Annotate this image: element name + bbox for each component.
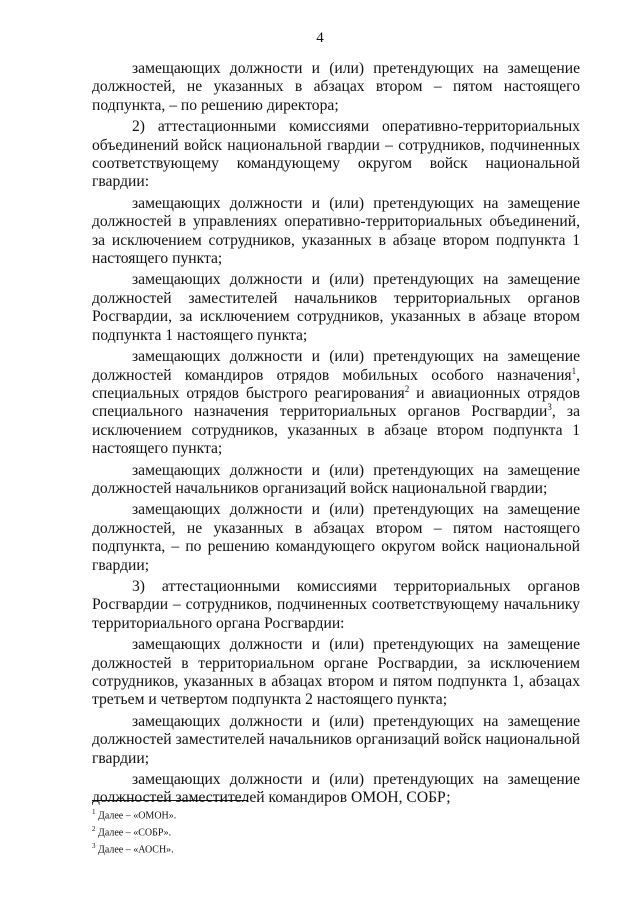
document-body (92, 60, 580, 811)
paragraph-segment: и авиационных отрядов специального назначения территориальных органов Росгвардии (92, 384, 580, 421)
footnote-number: 3 (92, 841, 96, 850)
footnote-reference: 3 (547, 402, 552, 413)
footnote-text: Далее – «СОБР». (98, 827, 172, 839)
paragraph: 3) аттестационными комиссиями территориальных органов Росгвардии – сотрудников, подчиненных соответствующему начальнику территориального органа Росгвардии: (92, 577, 580, 632)
paragraph: замещающих должности и (или) претендующих на замещение должностей заместителей командиров ОМОН, СОБР; (92, 771, 580, 807)
footnote-text: Далее – «ОМОН». (98, 810, 177, 822)
paragraph-segment: , за исключением сотрудников, указанных в абзаце втором подпункта 1 настоящего пункта; (92, 403, 580, 458)
footnote (92, 806, 392, 823)
footnote-reference: 2 (404, 383, 410, 394)
paragraph: замещающих должности и (или) претендующих на замещение должностей в управлениях оперативно-территориальных объединений, за исключением сотрудников, указанных в абзаце втором подпункта 1 настоящего пункта; (92, 194, 580, 268)
footnote-text: Далее – «АОСН». (98, 843, 174, 855)
paragraph-with-footnotes (92, 348, 580, 458)
paragraph: замещающих должности и (или) претендующих на замещение должностей заместителей начальников организаций войск национальной гвардии; (92, 712, 580, 767)
footnote-number: 2 (92, 824, 96, 833)
paragraph: замещающих должности и (или) претендующих на замещение должностей, не указанных в абзацах втором – пятом настоящего подпункта, – по решению командующего округом войск национальной гвардии; (92, 501, 580, 574)
footnote (92, 840, 392, 857)
paragraph: замещающих должности и (или) претендующих на замещение должностей в территориальном органе Росгвардии, за исключением сотрудников, указанных в абзацах втором и пятом подпункта 1, абзацах третьем и четвертом подпункта 2 настоящего пункта; (92, 636, 580, 709)
paragraph-segment: замещающих должности и (или) претендующих на замещение должностей командиров отрядов мобильных особого назначения (92, 348, 580, 384)
paragraph-segment: , специальных отрядов быстрого реагирования (92, 366, 580, 402)
footnote-separator (92, 800, 247, 801)
footnote (92, 823, 392, 840)
paragraph: 2) аттестационными комиссиями оперативно-территориальных объединений войск национальной гвардии – сотрудников, подчиненных соответствующему командующему округом войск национальной гвардии: (92, 118, 580, 191)
paragraph: замещающих должности и (или) претендующих на замещение должностей заместителей начальников территориальных органов Росгвардии, за исключением сотрудников, указанных в абзаце втором подпункта 1 настоящего пункта; (92, 271, 580, 344)
footnotes (92, 806, 392, 856)
footnote-reference: 1 (571, 365, 577, 376)
footnote-number: 1 (92, 808, 96, 816)
page-number: 4 (316, 30, 324, 46)
paragraph: замещающих должности и (или) претендующих на замещение должностей начальников организаций войск национальной гвардии; (92, 461, 580, 497)
paragraph: замещающих должности и (или) претендующих на замещение должностей, не указанных в абзацах втором – пятом настоящего подпункта, – по решению директора; (92, 60, 580, 114)
